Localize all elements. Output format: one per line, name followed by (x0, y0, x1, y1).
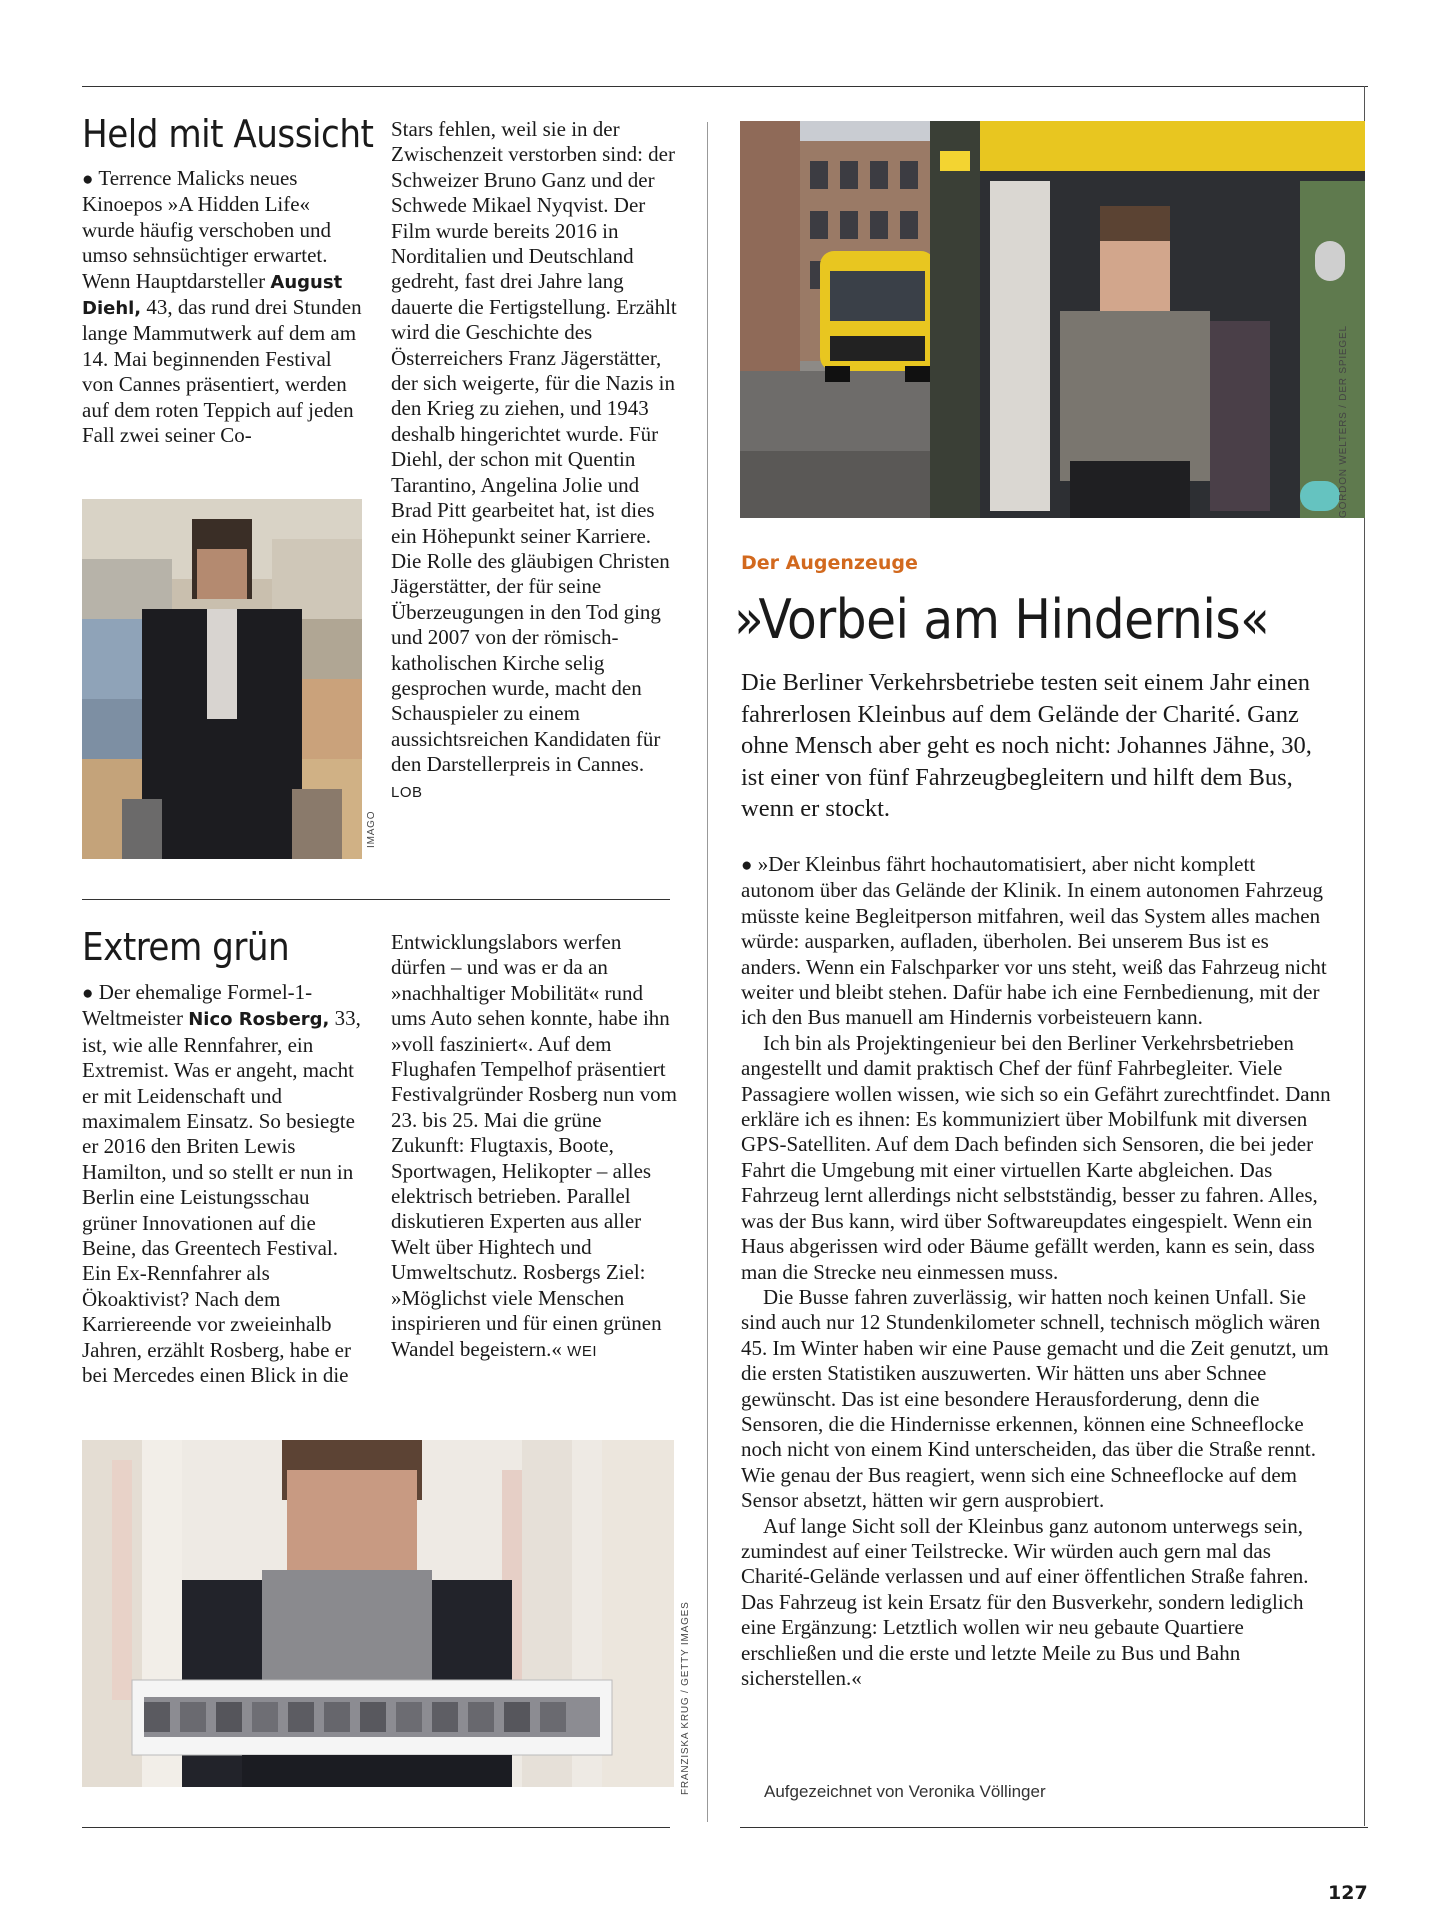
held-col2-text: Stars fehlen, weil sie in der Zwischenzeit verstorben sind: der Schweizer Bruno Ganz und der Schwede Mikael Nyqvist. Der Film wurde bereits 2016 in Norditalien und Deutschland gedreht, fast drei Jahre lang dauerte die Fertigstellung. Erzählt wird die Geschichte des Österreichers Franz Jägerstätter, der sich weigerte, für die Nazis in den Krieg zu ziehen, und 1943 deshalb hingerichtet wurde. Für Diehl, der schon mit Quentin Tarantino, Angelina Jolie und Brad Pitt gearbeitet hat, ist dies ein Höhepunkt seiner Karriere. Die Rolle des gläubigen Christen Jägerstätter, der für seine Überzeugungen in den Tod ging und 2007 von der römisch-katholischen Kirche selig gesprochen wurde, macht den Schauspieler zu einem aussichtsreichen Kandidaten für den Darstellerpreis in Cannes. (391, 117, 677, 777)
body-p3: Die Busse fahren zuverlässig, wir hatten noch keinen Unfall. Sie sind auch nur 12 Stundenkilometer schnell, technisch möglich wären 45. Im Winter haben wir eine Pause gemacht und die Zeit genutzt, um die ersten Statistiken auszuwerten. Wir hätten uns aber Schnee gewünscht. Das ist eine besondere Herausforderung, denn die Sensoren, die die Hindernisse erkennen, können eine Schneeflocke noch nicht von einem Kind unterscheiden, das über die Straße rennt. Wie genau der Bus reagiert, wenn sich eine Schneeflocke auf dem Sensor absetzt, hätten wir gern ausprobiert. (741, 1284, 1329, 1513)
article-extrem-col1 (82, 980, 364, 1389)
photo-bus-svg (740, 121, 1365, 518)
photo-bus-johannes-jaehne (740, 121, 1365, 518)
bottom-rule-right (740, 1827, 1368, 1828)
body-p1-text: »Der Kleinbus fährt hochautomatisiert, aber nicht komplett autonom über das Gelände der Klinik. In einem autonomen Fahrzeug müsste keine Begleitperson mitfahren, weil das System alles machen würde: ausparken, aufladen, überholen. Bei unserem Bus ist es anders. Wenn ein Falschparker vor uns steht, weiß das Fahrzeug nicht weiter und bleibt stehen. Dafür habe ich eine Fernbedienung, mit der ich den Bus manuell am Hindernis vorbeisteuern kann. (741, 852, 1327, 1030)
article-held-col2 (391, 117, 677, 805)
held-signature: LOB (391, 783, 423, 801)
extrem-col2-text: Entwicklungslabors werfen dürfen – und was er da an »nachhaltiger Mobilität« rund ums Auto sehen konnte, habe ihn »voll fasziniert«. Auf dem Flughafen Tempelhof präsentiert Festivalgründer Rosberg nun vom 23. bis 25. Mai die grüne Zukunft: Flugtaxis, Boote, Sportwagen, Helikopter – alles elektrisch betrieben. Parallel diskutieren Experten aus aller Welt über Hightech und Umweltschutz. Rosbergs Ziel: »Möglichst viele Menschen inspirieren und für einen grünen Wandel begeistern.« (391, 930, 678, 1361)
bullet-icon-2: ● (82, 983, 94, 1004)
photo-credit-imago: IMAGO (366, 810, 377, 848)
mid-rule-left (82, 899, 670, 900)
bullet-icon-3: ● (741, 855, 753, 876)
body-p4: Auf lange Sicht soll der Kleinbus ganz autonom unterwegs sein, zumindest auf einer Teilstrecke. Wir würden auch gern mal das Charité-Gelände verlassen und auf einer öffentlichen Straße fahren. Das Fahrzeug ist kein Ersatz für den Busverkehr, sondern lediglich eine Ergänzung: Letztlich wollen wir neu gebaute Quartiere erschließen und die erste und letzte Meile zu Bus und Bahn sicherstellen.« (741, 1513, 1309, 1690)
extrem-name-bold: Nico Rosberg, (188, 1009, 330, 1031)
article-headline-held: Held mit Aussicht (82, 112, 374, 156)
held-name-bold: August Diehl, (82, 271, 343, 320)
top-rule (82, 86, 1368, 87)
photo-august-diehl (82, 499, 362, 859)
body-p2: Ich bin als Projektingenieur bei den Berliner Verkehrsbetrieben angestellt und damit praktisch Chef der fünf Fahrbegleiter. Viele Passagiere wollen wissen, wie sich so ein Gefährt zurechtfindet. Dann erkläre ich es ihnen: Es kommuniziert über Mobilfunk mit diversen GPS-Satelliten. Auf dem Dach befinden sich Sensoren, die bei jeder Fahrt die Umgebung mit einer virtuellen Karte abgleichen. Das Fahrzeug lernt allerdings nicht selbstständig, besser zu fahren. Alles, was der Bus kann, wird über Softwareupdates eingespielt. Wenn ein Haus abgerissen wird oder Bäume gefällt werden, kann es sein, dass man die Strecke neu einmessen muss. (741, 1030, 1331, 1284)
page-number: 127 (1328, 1882, 1368, 1904)
extrem-text-b: 33, ist, wie alle Rennfahrer, ein Extremist. Was er angeht, macht er mit Leidenschaft und maximalem Einsatz. So besiegte er 2016 den Briten Lewis Hamilton, und so stellt er nun in Berlin eine Leistungsschau grüner Innovationen auf die Beine, das Greentech Festival. Ein Ex-Rennfahrer als Ökoaktivist? Nach dem Karriereende vor zweieinhalb Jahren, erzählt Rosberg, habe er bei Mercedes einen Blick in die (82, 1006, 361, 1388)
article-vorbei-body (741, 852, 1333, 1691)
held-text-a: Terrence Malicks neues Kinoepos »A Hidden Life« wurde häufig verschoben und umso sehnsüchtiger erwartet. Wenn Hauptdarsteller (82, 166, 332, 293)
article-deck: Die Berliner Verkehrsbetriebe testen seit einem Jahr einen fahrerlosen Kleinbus auf dem Gelände der Charité. Ganz ohne Mensch aber geht es noch nicht: Johannes Jähne, 30, ist einer von fünf Fahrzeugbegleitern und hilft dem Bus, wenn er stockt. (741, 669, 1312, 822)
photo-credit-getty: FRANZISKA KRUG / GETTY IMAGES (680, 1601, 691, 1795)
article-headline-vorbei: »Vorbei am Hindernis« (734, 588, 1270, 651)
photo-credit-spiegel: GORDON WELTERS / DER SPIEGEL (1338, 325, 1349, 518)
byline: Aufgezeichnet von Veronika Völlinger (764, 1782, 1046, 1801)
extrem-text-a: Der ehemalige Formel-1-Weltmeister (82, 980, 313, 1031)
photo-august-diehl-svg (82, 499, 362, 859)
kicker: Der Augenzeuge (741, 552, 918, 574)
column-divider (707, 122, 708, 1822)
photo-nico-rosberg-svg (82, 1440, 674, 1787)
bottom-rule-left (82, 1827, 670, 1828)
body-p1 (741, 852, 1333, 1031)
held-text-b: 43, das rund drei Stunden lange Mammutwerk auf dem am 14. Mai beginnenden Festival von Cannes präsentiert, werden auf dem roten Teppich auf jeden Fall zwei seiner Co- (82, 295, 362, 448)
photo-nico-rosberg (82, 1440, 674, 1787)
bullet-icon: ● (82, 169, 94, 190)
extrem-signature: WEI (567, 1342, 598, 1360)
article-held-col1 (82, 166, 364, 448)
article-headline-extrem: Extrem grün (82, 925, 290, 969)
article-extrem-col2 (391, 930, 677, 1364)
